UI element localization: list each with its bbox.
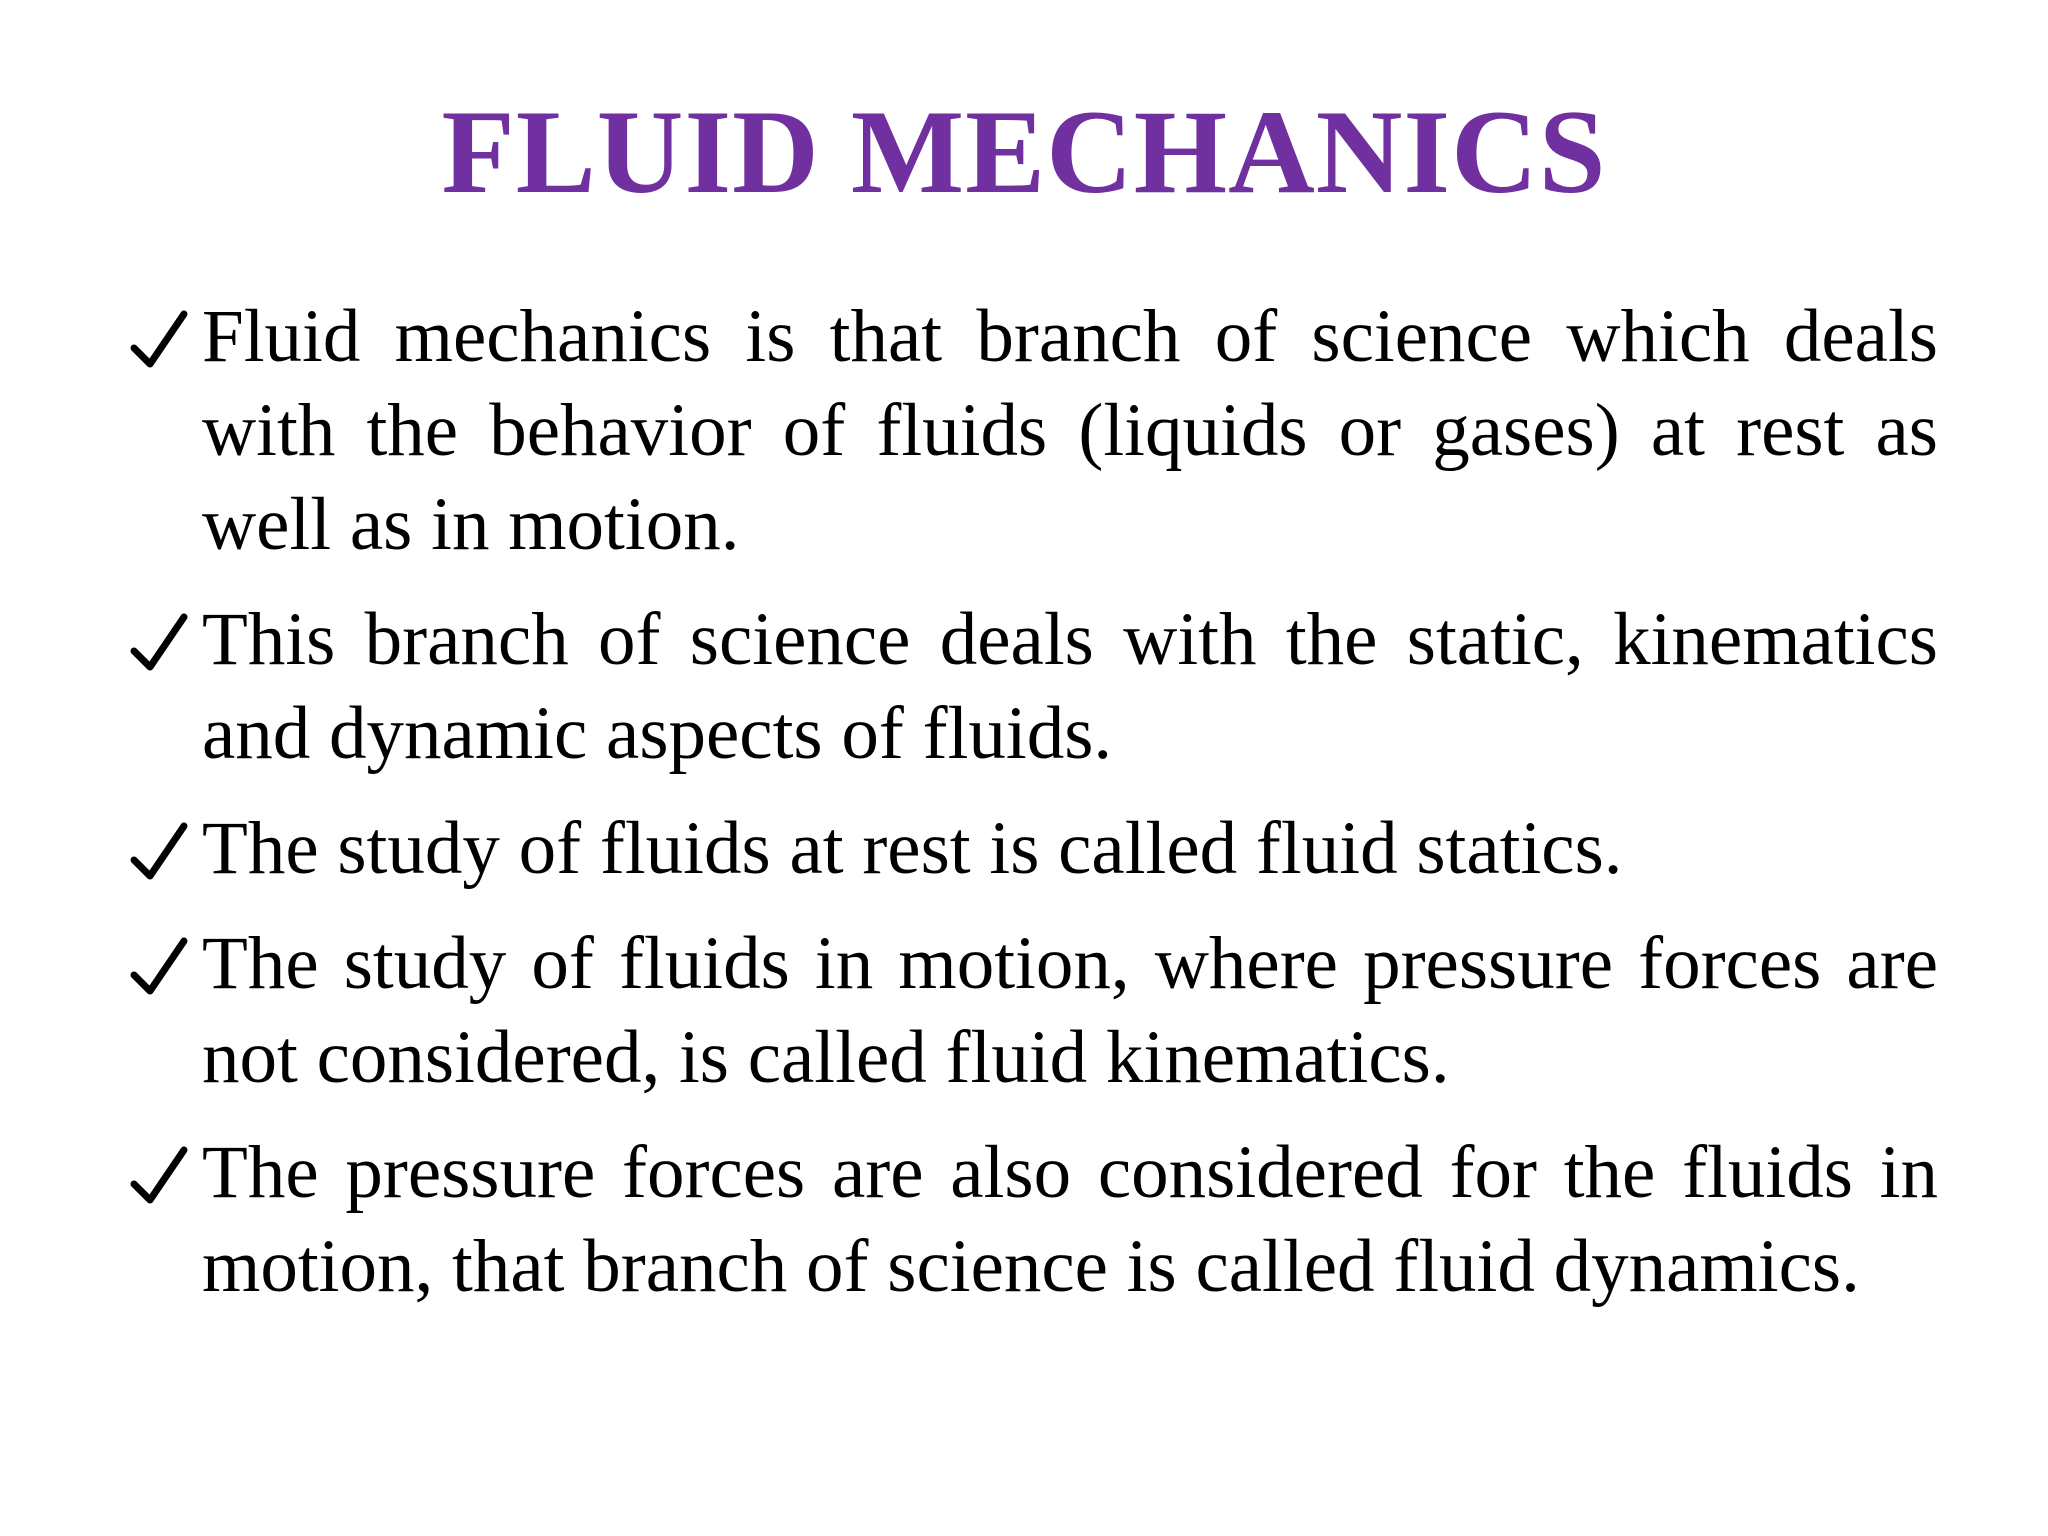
bullet-text: The pressure forces are also considered for the fluids in motion, that branch of science is called fluid dynamics. bbox=[202, 1131, 1938, 1308]
checkmark-icon bbox=[128, 593, 192, 687]
bullet-item bbox=[128, 290, 1938, 572]
bullet-text: The study of fluids in motion, where pressure forces are not considered, is called fluid kinematics. bbox=[202, 922, 1938, 1099]
bullet-text: The study of fluids at rest is called fluid statics. bbox=[202, 807, 1623, 890]
checkmark-icon bbox=[128, 802, 192, 896]
bullet-list bbox=[128, 290, 1938, 1335]
bullet-item bbox=[128, 917, 1938, 1105]
bullet-item bbox=[128, 802, 1938, 896]
checkmark-icon bbox=[128, 290, 192, 384]
checkmark-icon bbox=[128, 917, 192, 1011]
bullet-text: This branch of science deals with the static, kinematics and dynamic aspects of fluids. bbox=[202, 598, 1938, 775]
bullet-text: Fluid mechanics is that branch of science which deals with the behavior of fluids (liquids or gases) at rest as well as in motion. bbox=[202, 295, 1938, 566]
bullet-item bbox=[128, 593, 1938, 781]
slide-title: FLUID MECHANICS bbox=[441, 85, 1607, 218]
checkmark-icon bbox=[128, 1126, 192, 1220]
bullet-item bbox=[128, 1126, 1938, 1314]
